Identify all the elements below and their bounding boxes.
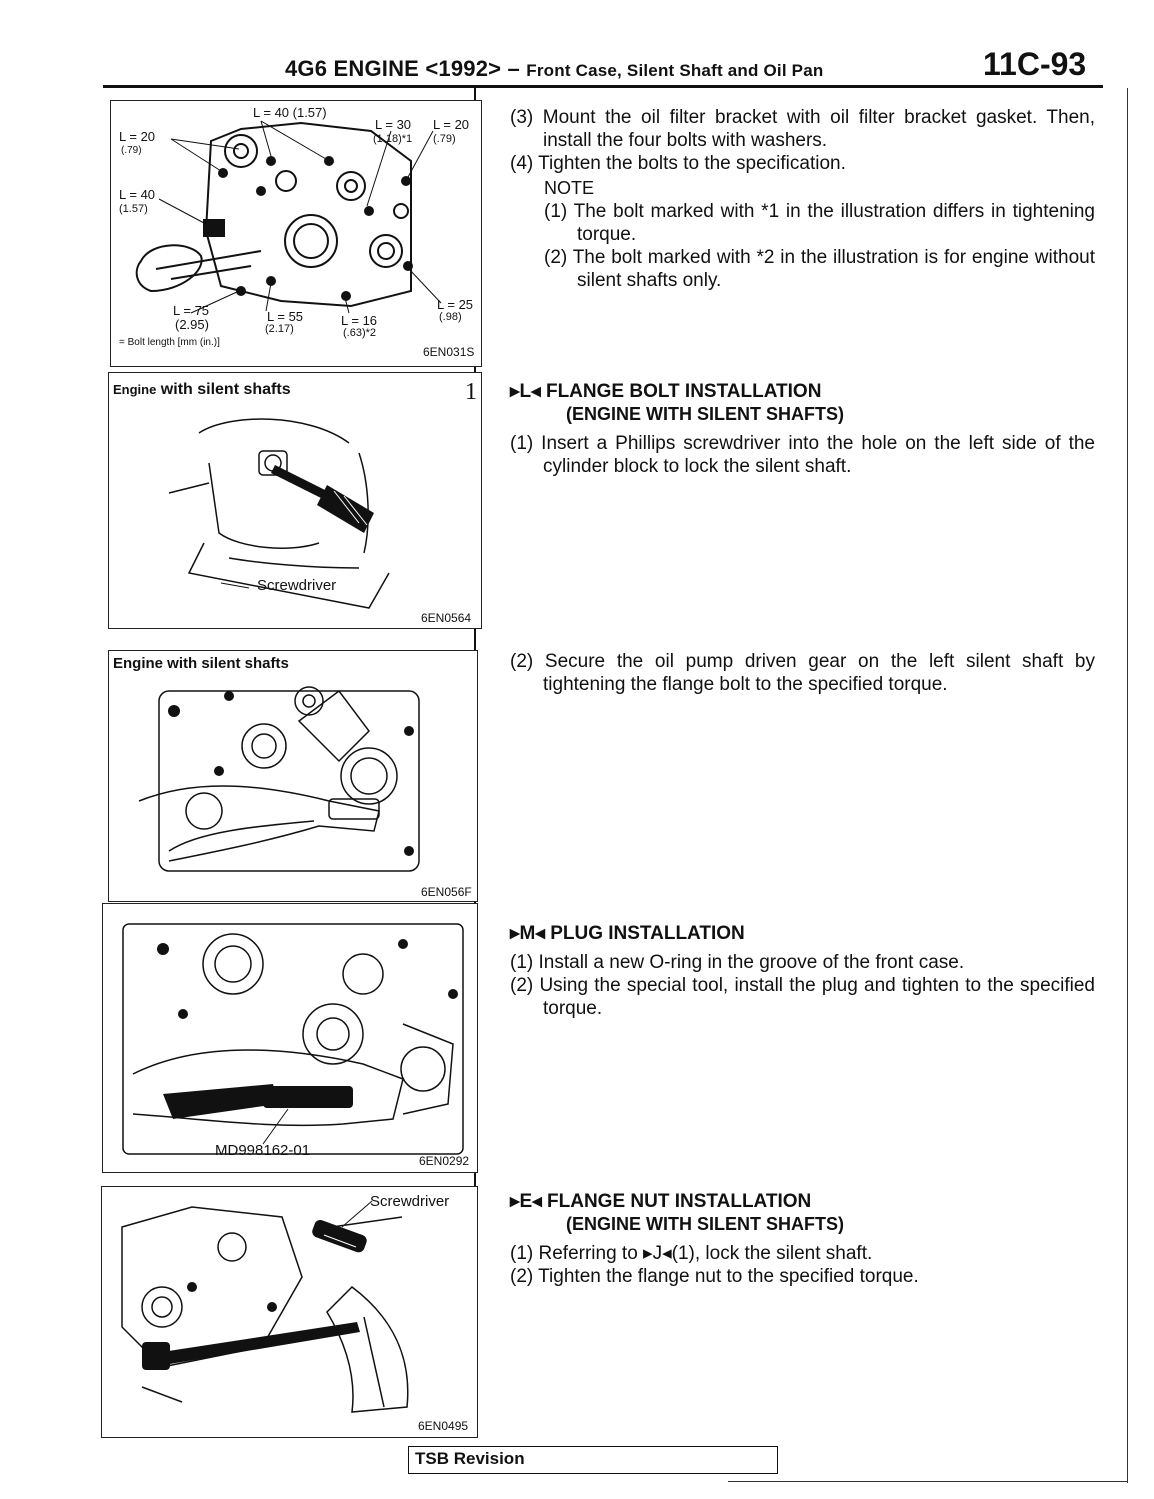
figure-caption	[113, 381, 291, 399]
caption-rest: with silent shafts	[160, 381, 291, 398]
label-l40-in: (1.57)	[119, 203, 148, 215]
flange-nut-illustration	[102, 1187, 477, 1437]
plug-installation-section	[510, 922, 1095, 1020]
label-l30-in: (1.18)*1	[373, 133, 413, 145]
title-sub: Front Case, Silent Shaft and Oil Pan	[526, 61, 824, 80]
figure-screwdriver-lock	[108, 372, 482, 629]
note-block	[510, 177, 1095, 292]
screwdriver-label: Screwdriver	[257, 577, 337, 594]
step-1: (1) Referring to ▸J◂(1), lock the silent shaft.	[510, 1243, 873, 1264]
flange-bolt-section	[510, 380, 1095, 478]
flange-bolt-illustration	[109, 651, 477, 901]
heading-text: FLANGE NUT INSTALLATION	[547, 1191, 812, 1212]
right-margin-rule	[1127, 88, 1128, 1483]
figure-flange-nut	[101, 1186, 478, 1438]
section-heading	[510, 380, 1095, 403]
tsb-label: TSB Revision	[415, 1449, 525, 1468]
flange-bolt-section-step2	[510, 650, 1095, 696]
label-l25: L = 25	[437, 297, 474, 312]
step-2: (2) Secure the oil pump driven gear on the left silent shaft by tightening the flange bolt to the specified torque.	[510, 651, 1095, 695]
label-l75: L = 75	[173, 303, 210, 318]
bolt-length-legend: = Bolt length [mm (in.)]	[119, 337, 220, 348]
step-1: (1) Insert a Phillips screwdriver into the hole on the left side of the cylinder block to lock the silent shaft.	[510, 433, 1095, 477]
figure-code: 6EN056F	[421, 885, 472, 899]
tsb-revision-box	[408, 1446, 778, 1474]
section-mark: ▸M◂	[510, 923, 545, 944]
step-2: (2) Using the special tool, install the plug and tighten to the specified torque.	[510, 975, 1095, 1019]
screwdriver-label: Screwdriver	[370, 1193, 450, 1210]
page-title	[285, 56, 823, 82]
label-l55-in: (2.17)	[265, 323, 294, 335]
oil-filter-bracket-section	[510, 106, 1095, 292]
header-rule	[103, 85, 1103, 88]
label-l75-in: (2.95)	[175, 317, 209, 332]
note-title: NOTE	[544, 178, 595, 198]
flange-nut-section	[510, 1190, 1095, 1288]
label-l40: L = 40	[119, 187, 156, 202]
label-l16: L = 16	[341, 313, 378, 328]
bottom-rule	[728, 1481, 1128, 1482]
plug-tool-illustration	[103, 904, 477, 1172]
figure-caption: Engine with silent shafts	[113, 655, 289, 672]
heading-text: FLANGE BOLT INSTALLATION	[545, 381, 822, 402]
section-heading	[510, 922, 1095, 945]
title-main: 4G6 ENGINE <1992> –	[285, 56, 520, 81]
step-1: (1) Install a new O-ring in the groove of the front case.	[510, 952, 965, 973]
section-mark: ▸L◂	[510, 381, 541, 402]
heading-text: PLUG INSTALLATION	[550, 923, 745, 944]
page-number: 11C-93	[983, 46, 1087, 82]
figure-code: 6EN0495	[418, 1419, 469, 1433]
label-l30: L = 30	[375, 117, 412, 132]
step-2: (2) Tighten the flange nut to the specified torque.	[510, 1266, 919, 1287]
figure-plug-tool	[102, 903, 478, 1173]
section-subheading: (ENGINE WITH SILENT SHAFTS)	[566, 404, 844, 424]
label-l25-in: (.98)	[439, 311, 462, 323]
step-4: (4) Tighten the bolts to the specification.	[510, 153, 846, 174]
label-l20-in: (.79)	[121, 145, 142, 156]
section-subheading: (ENGINE WITH SILENT SHAFTS)	[566, 1214, 844, 1234]
label-l20: L = 20	[119, 129, 156, 144]
tool-number-label: MD998162-01	[215, 1142, 311, 1159]
front-case-illustration	[111, 101, 481, 366]
label-l16-in: (.63)*2	[343, 327, 377, 339]
note-1: (1) The bolt marked with *1 in the illustration differs in tightening torque.	[544, 201, 1095, 245]
figure-bolt-layout	[110, 100, 482, 367]
figure-code: 6EN031S	[423, 345, 475, 359]
figure-marker: 1	[465, 379, 477, 405]
step-3: (3) Mount the oil filter bracket with oil filter bracket gasket. Then, install the four bolts with washers.	[510, 107, 1095, 151]
section-mark: ▸E◂	[510, 1191, 542, 1212]
note-2: (2) The bolt marked with *2 in the illustration is for engine without silent shafts only.	[544, 247, 1095, 291]
caption-lead: Engine	[113, 382, 157, 397]
label-l20b-in: (.79)	[433, 133, 456, 145]
figure-code: 6EN0292	[419, 1154, 470, 1168]
figure-code: 6EN0564	[421, 611, 472, 625]
label-l40-top: L = 40 (1.57)	[253, 105, 327, 120]
label-l55: L = 55	[267, 309, 304, 324]
section-heading	[510, 1190, 1095, 1213]
label-l20b: L = 20	[433, 117, 470, 132]
figure-flange-bolt	[108, 650, 478, 902]
